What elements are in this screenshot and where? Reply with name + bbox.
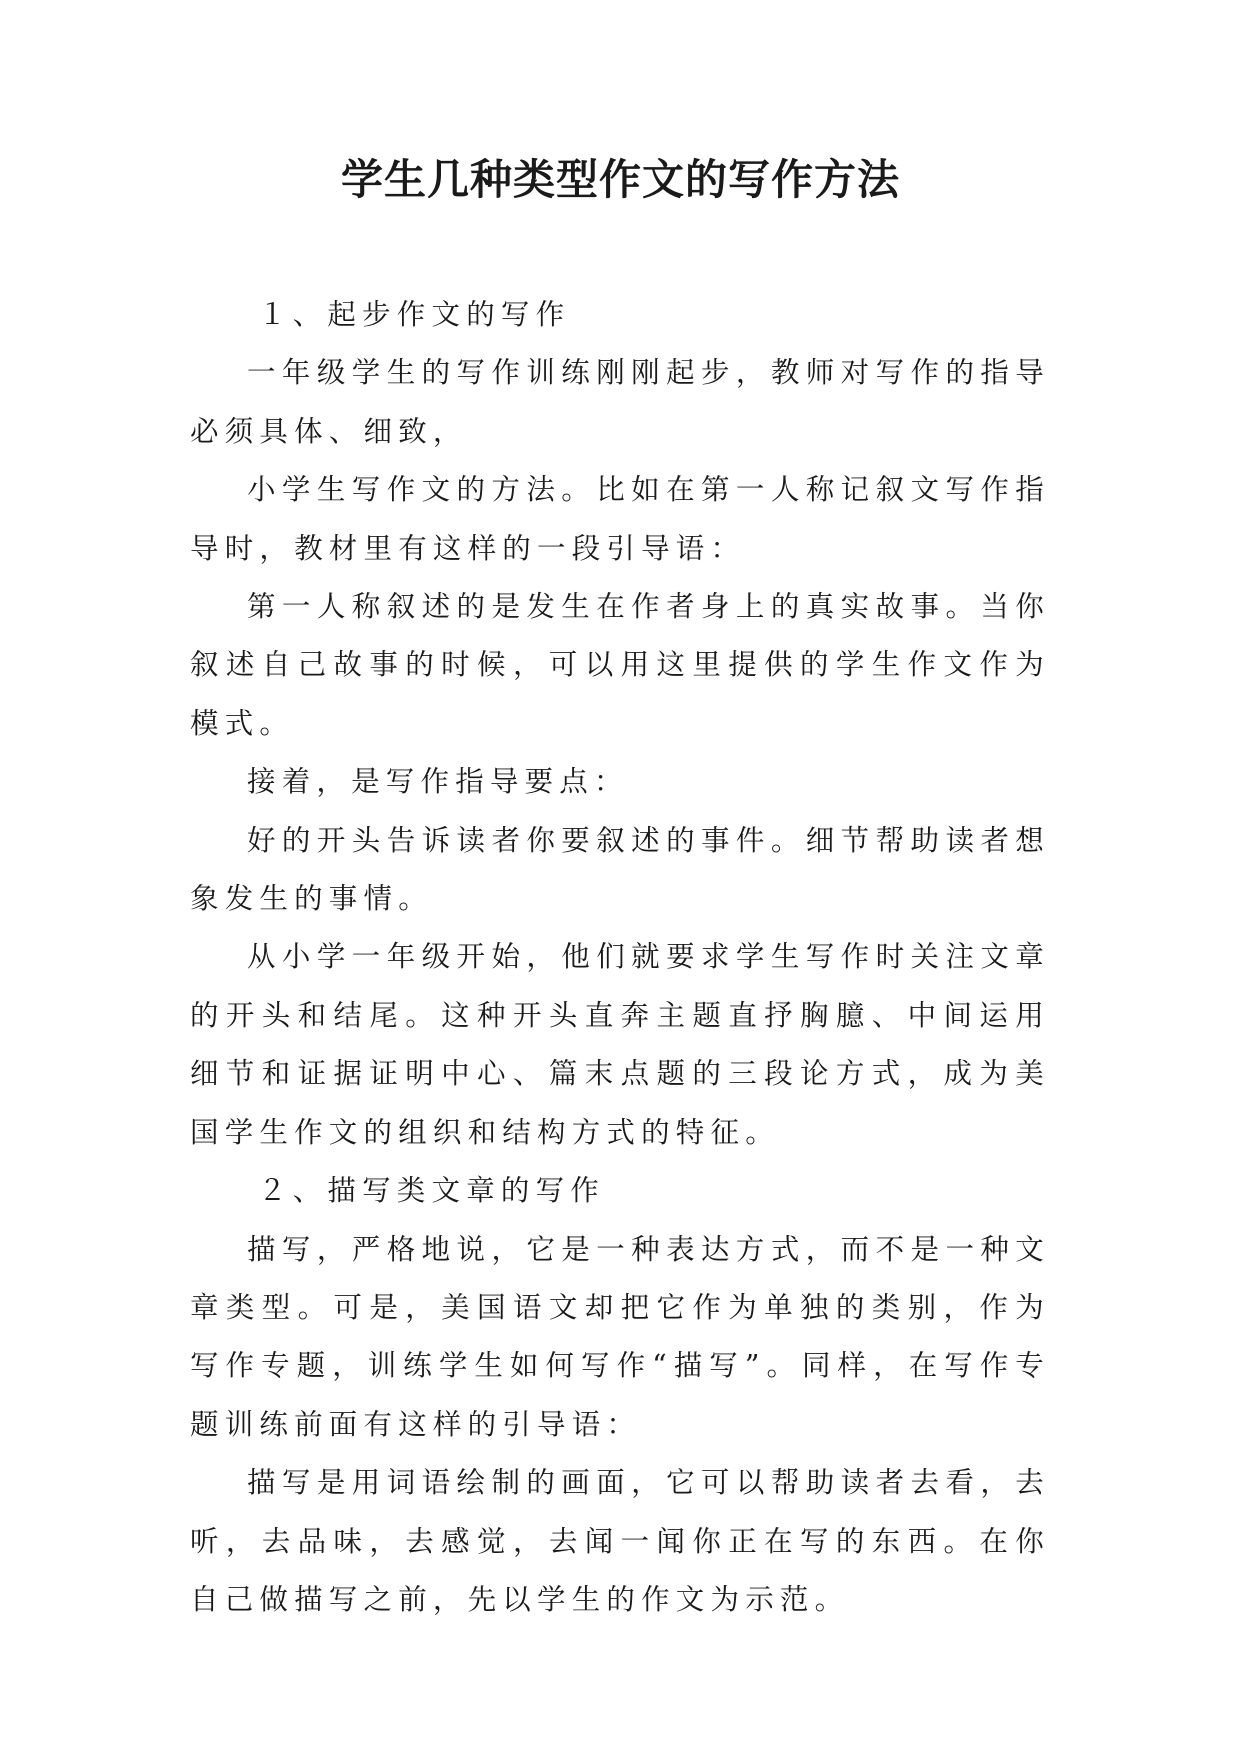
paragraph: 接着，是写作指导要点：: [247, 765, 629, 799]
section-heading-2: ２、描写类文章的写作: [258, 1174, 606, 1208]
paragraph: 第一人称叙述的是发生在作者身上的真实故事。当你叙述自己故事的时候，可以用这里提供的学生作文作为模式。: [190, 590, 1050, 740]
paragraph: 小学生写作文的方法。比如在第一人称记叙文写作指导时，教材里有这样的一段引导语：: [190, 473, 1050, 565]
paragraph: 好的开头告诉读者你要叙述的事件。细节帮助读者想象发生的事情。: [190, 823, 1050, 916]
document-title: 学生几种类型作文的写作方法: [340, 155, 900, 204]
document-body: [190, 286, 1050, 1629]
paragraph: 从小学一年级开始，他们就要求学生写作时关注文章的开头和结尾。这种开头直奔主题直抒胸臆、中间运用细节和证据证明中心、篇末点题的三段论方式，成为美国学生作文的组织和结构方式的特征。: [190, 940, 1050, 1149]
section-heading-1: １、起步作文的写作: [258, 298, 571, 331]
paragraph: 描写，严格地说，它是一种表达方式，而不是一种文章类型。可是，美国语文却把它作为单独的类别，作为写作专题，训练学生如何写作“描写”。同样，在写作专题训练前面有这样的引导语：: [190, 1232, 1050, 1441]
paragraph: 描写是用词语绘制的画面，它可以帮助读者去看，去听，去品味，去感觉，去闻一闻你正在写的东西。在你自己做描写之前，先以学生的作文为示范。: [190, 1466, 1050, 1616]
paragraph: 一年级学生的写作训练刚刚起步，教师对写作的指导必须具体、细致，: [190, 356, 1050, 448]
